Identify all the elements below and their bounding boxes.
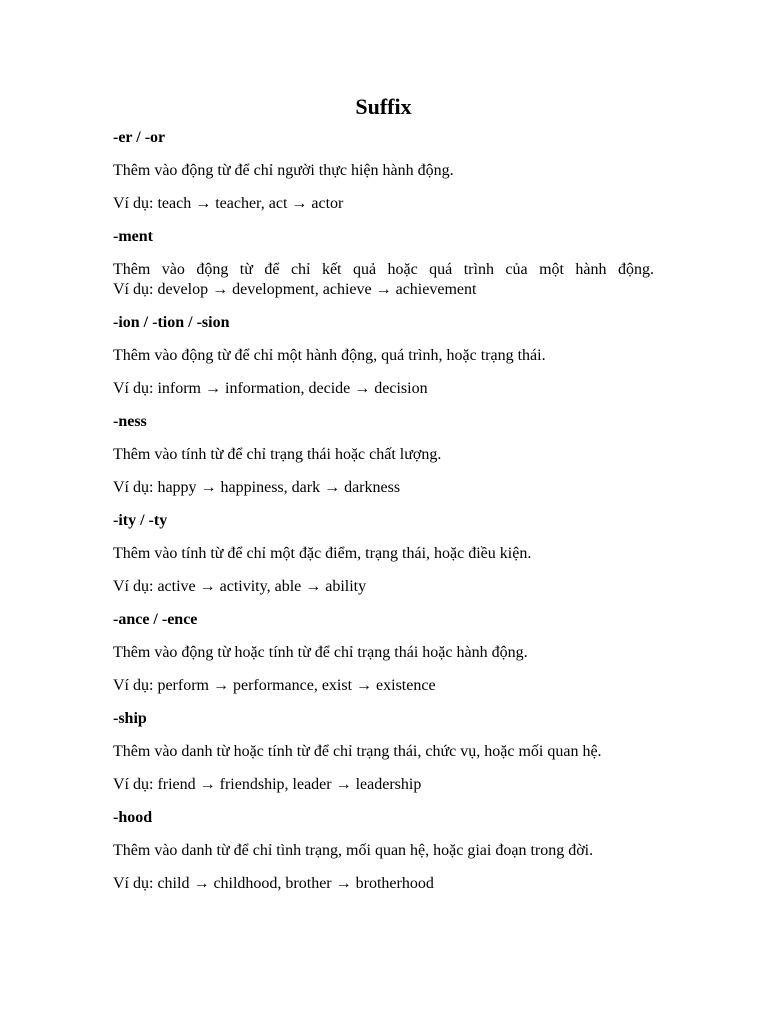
suffix-description: Thêm vào động từ để chỉ một hành động, quá trình, hoặc trạng thái. xyxy=(113,347,546,364)
suffix-example: Ví dụ: child → childhood, brother → brotherhood xyxy=(113,875,434,892)
suffix-example: Ví dụ: inform → information, decide → decision xyxy=(113,380,428,397)
suffix-heading-hood: -hood xyxy=(113,809,153,826)
document-page xyxy=(113,92,654,907)
suffix-heading-ion-tion-sion: -ion / -tion / -sion xyxy=(113,314,230,331)
suffix-description: Thêm vào động từ để chỉ kết quả hoặc quá trình của một hành động. xyxy=(113,261,654,278)
suffix-heading-ance-ence: -ance / -ence xyxy=(113,611,198,628)
suffix-example: Ví dụ: active → activity, able → ability xyxy=(113,578,367,595)
suffix-description: Thêm vào tính từ để chỉ trạng thái hoặc chất lượng. xyxy=(113,446,442,463)
suffix-description: Thêm vào danh từ hoặc tính từ để chỉ trạng thái, chức vụ, hoặc mối quan hệ. xyxy=(113,743,602,760)
suffix-example: Ví dụ: perform → performance, exist → existence xyxy=(113,677,436,694)
suffix-heading-er-or: -er / -or xyxy=(113,129,166,146)
suffix-description: Thêm vào tính từ để chỉ một đặc điểm, trạng thái, hoặc điều kiện. xyxy=(113,545,532,562)
suffix-example: Ví dụ: teach → teacher, act → actor xyxy=(113,195,344,212)
suffix-description: Thêm vào danh từ để chỉ tình trạng, mối quan hệ, hoặc giai đoạn trong đời. xyxy=(113,842,594,859)
suffix-paragraph xyxy=(113,260,654,300)
suffix-heading-ity-ty: -ity / -ty xyxy=(113,512,168,529)
suffix-example: Ví dụ: friend → friendship, leader → leadership xyxy=(113,776,422,793)
suffix-example: Ví dụ: develop → development, achieve → achievement xyxy=(113,281,477,298)
suffix-example: Ví dụ: happy → happiness, dark → darkness xyxy=(113,479,401,496)
suffix-heading-ment: -ment xyxy=(113,228,153,245)
suffix-heading-ship: -ship xyxy=(113,710,147,727)
suffix-description: Thêm vào động từ hoặc tính từ để chỉ trạng thái hoặc hành động. xyxy=(113,644,528,661)
suffix-description: Thêm vào động từ để chỉ người thực hiện hành động. xyxy=(113,162,454,179)
suffix-heading-ness: -ness xyxy=(113,413,147,430)
page-title: Suffix xyxy=(355,94,412,119)
